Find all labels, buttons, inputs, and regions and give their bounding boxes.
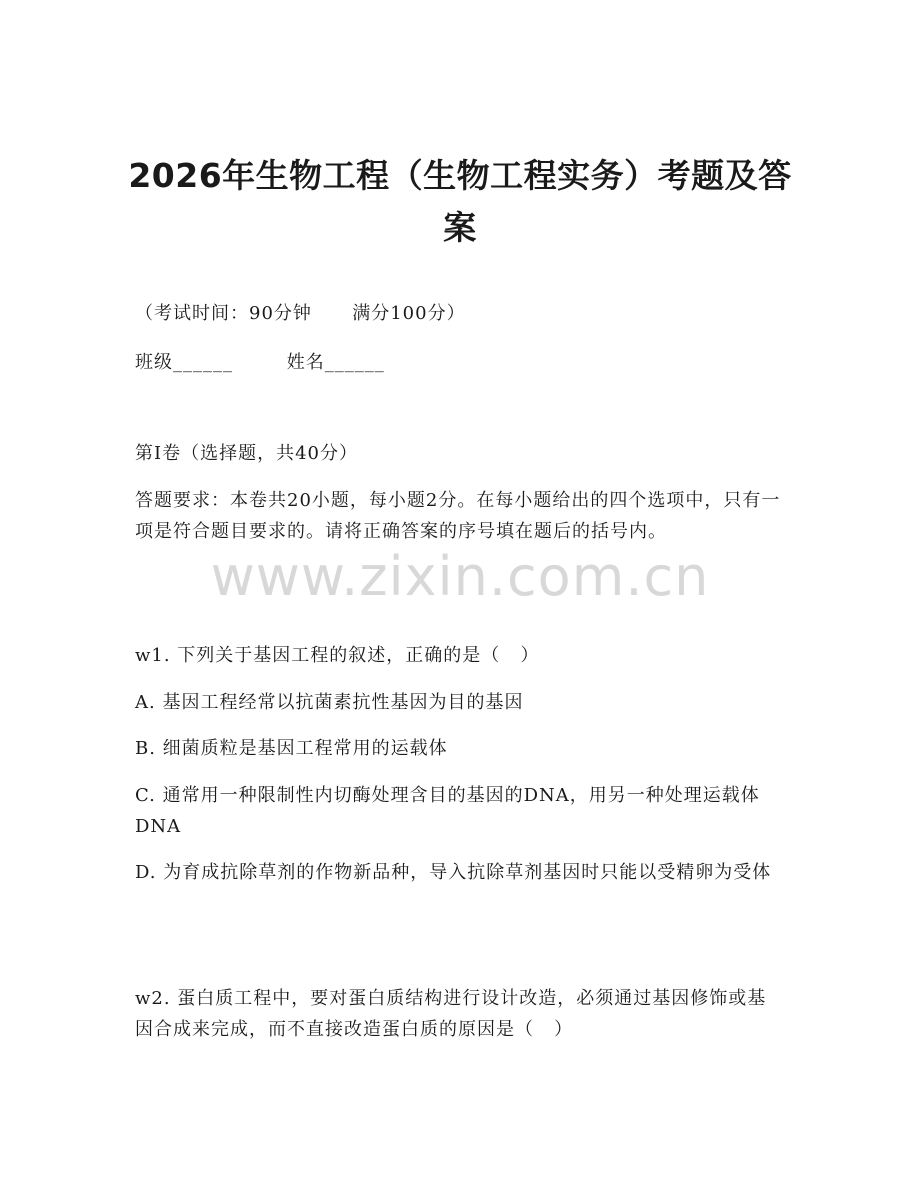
question-1-option-d: D. 为育成抗除草剂的作物新品种，导入抗除草剂基因时只能以受精卵为受体 <box>135 862 772 883</box>
question-1-option-a: A. 基因工程经常以抗菌素抗性基因为目的基因 <box>135 692 524 713</box>
question-1-stem: w1. 下列关于基因工程的叙述，正确的是（ ） <box>135 645 540 666</box>
instructions: 答题要求：本卷共20小题，每小题2分。在每小题给出的四个选项中，只有一项是符合题目要求的。请将正确答案的序号填在题后的括号内。 <box>135 490 781 542</box>
question-2-stem: w2. 蛋白质工程中，要对蛋白质结构进行设计改造，必须通过基因修饰或基因合成来完成，而不直接改造蛋白质的原因是（ ） <box>135 988 767 1040</box>
question-1-option-b: B. 细菌质粒是基因工程常用的运载体 <box>135 738 448 759</box>
watermark: www.zixin.com.cn <box>210 545 710 608</box>
section-header: 第I卷（选择题，共40分） <box>135 443 359 464</box>
exam-info: （考试时间：90分钟 满分100分） <box>135 303 466 324</box>
document-title: 2026年生物工程（生物工程实务）考题及答案 <box>128 156 792 247</box>
question-1-option-c: C. 通常用一种限制性内切酶处理含目的基因的DNA，用另一种处理运载体DNA <box>135 785 760 837</box>
class-name-line: 班级______ 姓名______ <box>135 352 385 373</box>
